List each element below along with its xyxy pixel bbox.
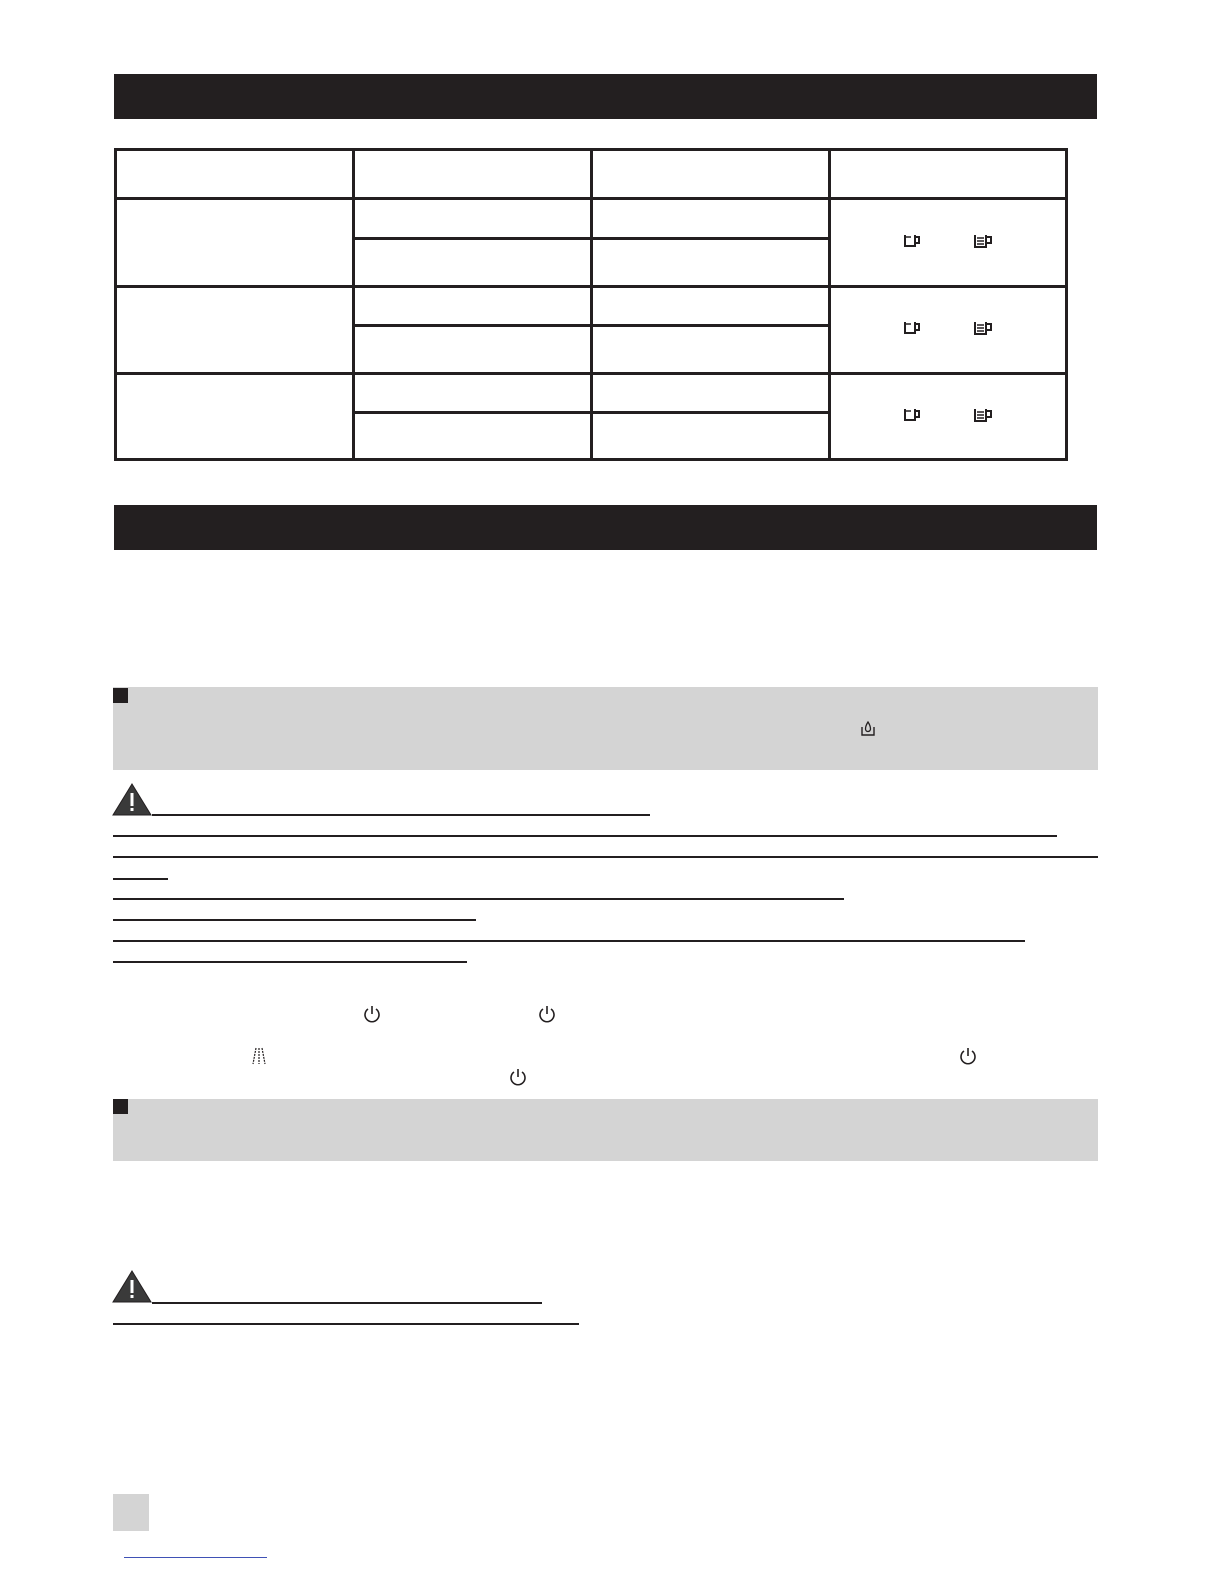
- note-bullet-icon: [113, 1099, 128, 1114]
- note-box-2: [113, 1099, 1098, 1161]
- double-cup-icon: [973, 319, 995, 337]
- warning-underline: [113, 898, 844, 900]
- table-subrow-divider: [352, 411, 831, 414]
- warning-icon: [112, 1270, 152, 1303]
- warning-underline: [113, 961, 467, 963]
- single-cup-icon: [903, 319, 923, 337]
- table-subrow-divider: [352, 324, 831, 327]
- steam-icon: [251, 1046, 267, 1066]
- double-cup-icon: [973, 232, 995, 250]
- power-icon: [958, 1046, 978, 1066]
- warning-underline: [152, 814, 650, 816]
- note-box-1: [113, 687, 1098, 770]
- power-icon: [508, 1067, 528, 1087]
- settings-table: [114, 148, 1068, 461]
- table-header-divider: [117, 197, 1065, 200]
- power-icon: [362, 1004, 382, 1024]
- page-number-tab: [113, 1494, 149, 1531]
- table-subrow-divider: [352, 237, 831, 240]
- single-cup-icon: [903, 406, 923, 424]
- warning-underline: [152, 1302, 542, 1304]
- single-cup-icon: [903, 232, 923, 250]
- warning-underline: [113, 878, 168, 880]
- table-row-divider: [117, 285, 1065, 288]
- warning-icon: [112, 783, 152, 816]
- descale-icon: [860, 719, 876, 737]
- warning-underline: [113, 856, 1098, 858]
- double-cup-icon: [973, 406, 995, 424]
- warning-underline: [113, 940, 1025, 942]
- table-row-divider: [117, 372, 1065, 375]
- section-header-bar-2: [114, 505, 1097, 550]
- power-icon: [537, 1004, 557, 1024]
- warning-underline: [113, 1323, 579, 1325]
- warning-underline: [113, 835, 1057, 837]
- warning-underline: [113, 919, 476, 921]
- note-bullet-icon: [113, 688, 128, 703]
- section-header-bar-1: [114, 74, 1097, 119]
- footer-link[interactable]: [124, 1557, 267, 1558]
